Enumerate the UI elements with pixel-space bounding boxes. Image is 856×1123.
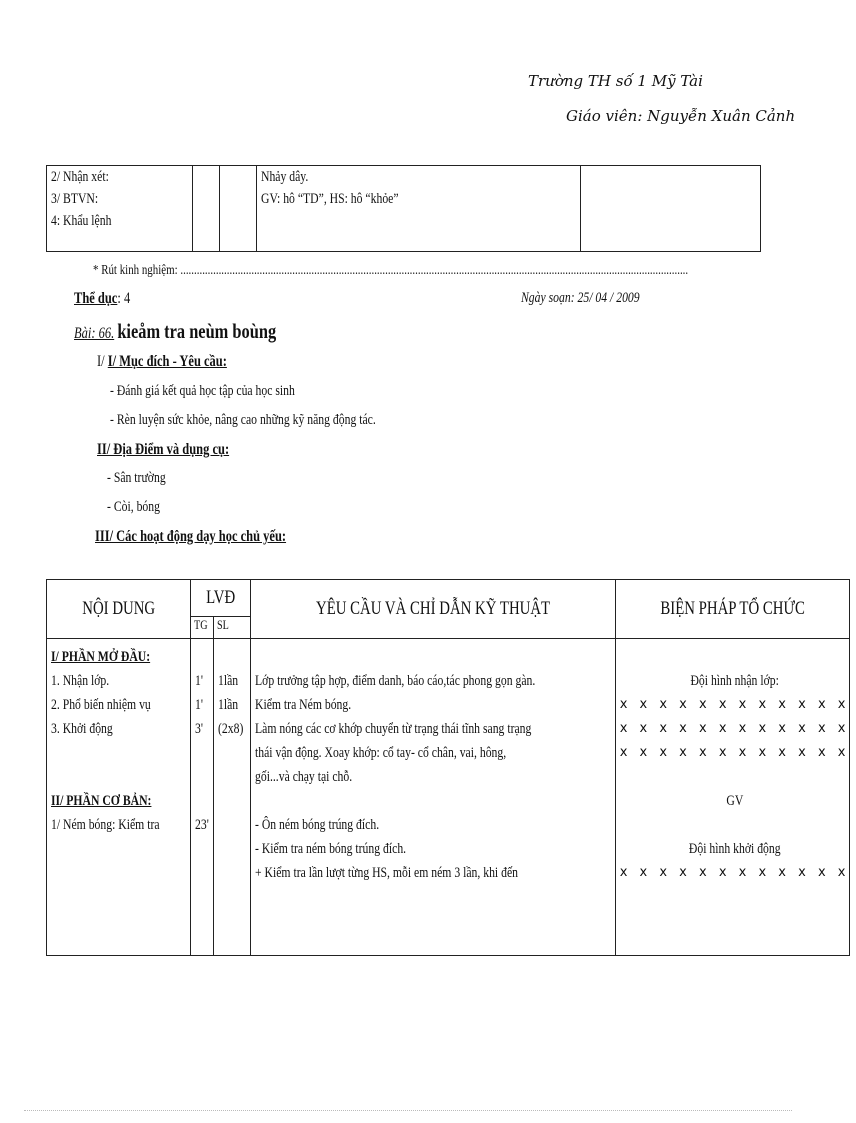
top-col1-line-2: 3/ BTVN: — [51, 191, 99, 207]
section1-heading: I/ I/ Mục đích - Yêu cầu: — [97, 353, 227, 370]
sl-column — [213, 639, 251, 956]
req-line: Làm nóng các cơ khớp chuyển từ trạng thái tĩnh sang trạng — [255, 721, 532, 737]
part2-heading: II/ PHẦN CƠ BẢN: — [51, 793, 152, 809]
tg-line: 1' — [195, 673, 204, 689]
section1-item-1: - Đánh giá kết quả học tập của học sinh — [110, 383, 295, 399]
top-col4-line-1: Nhảy dây. — [261, 169, 309, 185]
top-col4-line-2: GV: hô “TD”, HS: hô “khỏe” — [261, 191, 399, 207]
header-tg: TG — [191, 617, 214, 639]
top-table-col2 — [193, 166, 220, 252]
content-line: 3. Khởi động — [51, 721, 113, 737]
content-line: 2. Phổ biến nhiệm vụ — [51, 697, 151, 713]
content-line: 1. Nhận lớp. — [51, 673, 110, 689]
req-line: + Kiểm tra lần lượt từng HS, mỗi em ném 3 lần, khi đến — [255, 865, 519, 881]
top-table — [46, 165, 761, 252]
tg-column — [191, 639, 214, 956]
organization-column — [615, 639, 850, 956]
top-col1-line-1: 2/ Nhận xét: — [51, 169, 109, 185]
lesson-label: Bài: 66. — [74, 325, 115, 342]
date-prepared: Ngày soạn: 25/ 04 / 2009 — [521, 290, 640, 306]
teacher-marker: GV — [726, 793, 744, 809]
header-sl: SL — [213, 617, 251, 639]
lesson-title: kieåm tra neùm boùng — [117, 319, 277, 343]
org-line: Đội hình nhận lớp: — [690, 673, 779, 689]
formation-row: x x x x x x x x x x x x — [619, 697, 850, 712]
section2-item-2: - Còi, bóng — [107, 499, 160, 515]
header-requirements: YÊU CẦU VÀ CHỈ DẪN KỸ THUẬT — [251, 580, 615, 639]
req-line: Kiểm tra Ném bóng. — [255, 697, 352, 713]
top-table-col5 — [581, 166, 761, 252]
req-line: gối...và chạy tại chỗ. — [255, 769, 353, 785]
sl-line: (2x8) — [217, 721, 244, 737]
top-table-col1 — [47, 166, 193, 252]
req-line: - Ôn ném bóng trúng đích. — [255, 817, 380, 833]
section1-item-2: - Rèn luyện sức khỏe, nâng cao những kỹ năng động tác. — [110, 412, 376, 428]
top-col1-line-3: 4: Khẩu lệnh — [51, 213, 112, 229]
tg-line: 3' — [195, 721, 204, 737]
formation-row: x x x x x x x x x x x x — [619, 865, 850, 880]
formation-row: x x x x x x x x x x x x — [619, 721, 850, 736]
tg-line: 23' — [195, 817, 209, 833]
header-lvd: LVĐ — [191, 580, 251, 617]
content-line: 1/ Ném bóng: Kiểm tra — [51, 817, 160, 833]
tg-line: 1' — [195, 697, 204, 713]
teacher-name: Giáo viên: Nguyễn Xuân Cảnh — [566, 107, 796, 125]
requirements-column — [251, 639, 615, 956]
content-column — [47, 639, 191, 956]
rut-kinh-nghiem: * Rút kinh nghiệm: .......................................................................................................................................................................................... — [93, 263, 689, 278]
req-line: thái vận động. Xoay khớp: cổ tay- cổ chân, vai, hông, — [255, 745, 507, 761]
top-table-col4 — [257, 166, 581, 252]
lesson-title-line — [74, 319, 333, 344]
part1-heading: I/ PHẦN MỞ ĐẦU: — [51, 649, 151, 665]
section2-heading: II/ Địa Điểm và dụng cụ: — [97, 441, 230, 458]
sl-line: 1lần — [217, 697, 238, 713]
org-line: Đội hình khởi động — [688, 841, 781, 857]
subject-line — [74, 290, 146, 308]
subject-value: : 4 — [117, 290, 131, 307]
page-bottom-rule — [24, 1110, 792, 1111]
formation-row: x x x x x x x x x x x x — [619, 745, 850, 760]
header-content: NỘI DUNG — [47, 580, 191, 639]
top-table-col3 — [220, 166, 257, 252]
school-name: Trường TH số 1 Mỹ Tài — [528, 72, 703, 90]
main-table — [46, 579, 850, 956]
req-line: - Kiểm tra ném bóng trúng đích. — [255, 841, 407, 857]
req-line: Lớp trưởng tập hợp, điểm danh, báo cáo,tác phong gọn gàn. — [255, 673, 536, 689]
subject-label: Thể dục — [74, 290, 118, 307]
sl-line: 1lần — [217, 673, 238, 689]
section2-item-1: - Sân trường — [107, 470, 166, 486]
section3-heading: III/ Các hoạt động dạy học chủ yếu: — [95, 528, 287, 545]
header-organization: BIỆN PHÁP TỔ CHỨC — [615, 580, 850, 639]
